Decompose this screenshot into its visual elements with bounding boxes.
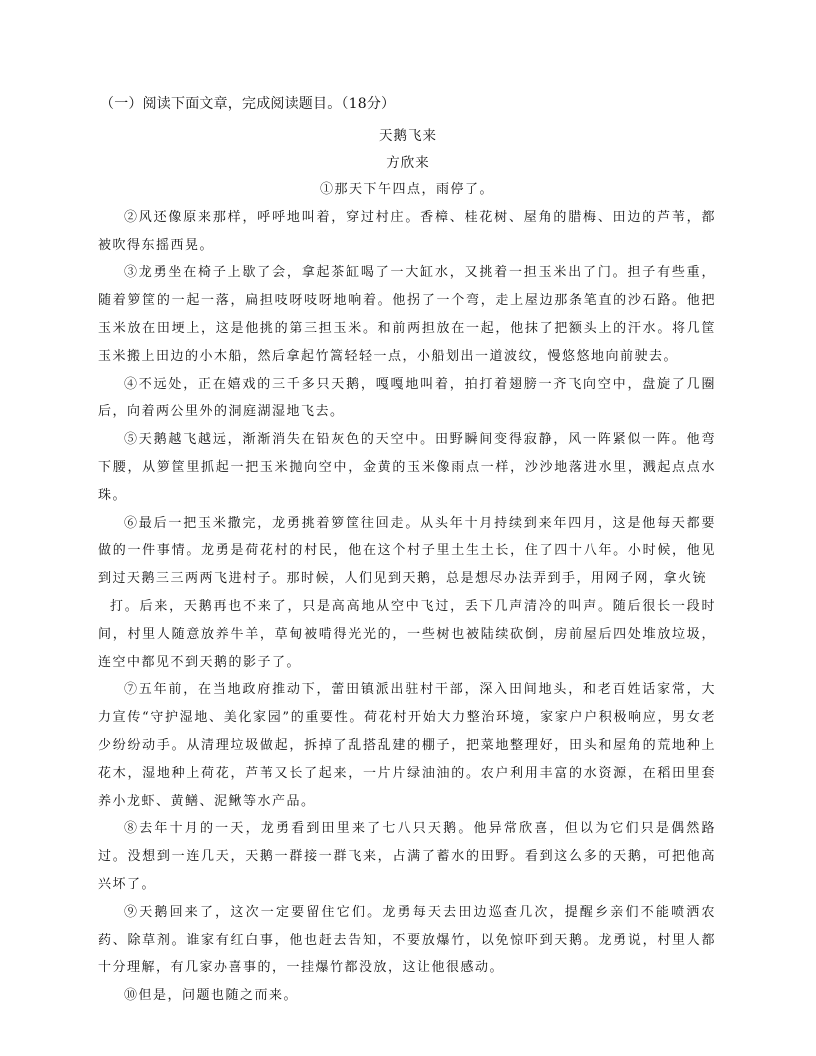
- paragraph-2: ②风还像原来那样，呼呼地叫着，穿过村庄。香樟、桂花树、屋角的腊梅、田边的芦苇，都被吹得东摇西晃。: [98, 209, 716, 253]
- paragraph-3: ③龙勇坐在椅子上歇了会，拿起茶缸喝了一大缸水，又挑着一担玉米出了门。担子有些重，随着箩筐的一起一落，扁担吱呀吱呀地响着。他拐了一个弯，走上屋边那条笔直的沙石路。他把玉米放在田埂上，这是他挑的第三担玉米。和前两担放在一起，他抹了把额头上的汗水。将几筐玉米搬上田边的小木船，然后拿起竹篙轻轻一点，小船划出一道波纹，慢悠悠地向前驶去。: [98, 265, 716, 364]
- article-title: 天鹅飞来: [379, 128, 437, 144]
- article-body: [98, 176, 716, 1010]
- paragraph-7: ⑦五年前，在当地政府推动下，蕾田镇派出驻村干部，深入田间地头，和老百姓话家常，大力宣传“守护湿地、美化家园”的重要性。荷花村开始大力整治环境，家家户户积极响应，男女老少纷纷动手。从清理垃圾做起，拆掉了乱搭乱建的棚子，把菜地整理好，田头和屋角的荒地种上花木，湿地种上荷花，芦苇又长了起来，一片片绿油油的。农户利用丰富的水资源，在稻田里套养小龙虾、黄鳝、泥鳅等水产品。: [98, 682, 716, 809]
- paragraph-1: ①那天下午四点，雨停了。: [319, 182, 494, 197]
- paragraph-6-continued: 打。后来，天鹅再也不来了，只是高高地从空中飞过，丢下几声清冷的叫声。随后很长一段时间，村里人随意放养牛羊，草甸被啃得光光的，一些树也被陆续砍倒，房前屋后四处堆放垃圾，连空中都见不到天鹅的影子了。: [98, 598, 716, 670]
- paragraph-9: ⑨天鹅回来了，这次一定要留住它们。龙勇每天去田边巡查几次，提醒乡亲们不能喷洒农药、除草剂。谁家有红白事，他也赶去告知，不要放爆竹，以免惊吓到天鹅。龙勇说，村里人都十分理解，有几家办喜事的，一挂爆竹都没放，这让他很感动。: [98, 904, 716, 976]
- paragraph-10: ⑩但是，问题也随之而来。: [124, 988, 299, 1004]
- paragraph-5: ⑤天鹅越飞越远，渐渐消失在铅灰色的天空中。田野瞬间变得寂静，风一阵紧似一阵。他弯下腰，从箩筐里抓起一把玉米抛向空中，金黄的玉米像雨点一样，沙沙地落进水里，溅起点点水珠。: [98, 432, 716, 503]
- article-author: 方欣来: [386, 155, 430, 171]
- paragraph-6: ⑥最后一把玉米撒完，龙勇挑着箩筐往回走。从头年十月持续到来年四月，这是他每天都要做的一件事情。龙勇是荷花村的村民，他在这个村子里土生土长，住了四十八年。小时候，他见到过天鹅三三两两飞进村子。那时候，人们见到天鹅，总是想尽办法弄到手，用网子网，拿火铳: [98, 515, 716, 587]
- paragraph-4: ④不远处，正在嬉戏的三千多只天鹅，嘎嘎地叫着，拍打着翅膀一齐飞向空中，盘旋了几圈后，向着两公里外的洞庭湖湿地飞去。: [98, 376, 716, 420]
- section-header: （一）阅读下面文章，完成阅读题目。（18分）: [100, 96, 396, 112]
- paragraph-8: ⑧去年十月的一天，龙勇看到田里来了七八只天鹅。他异常欣喜，但以为它们只是偶然路过。没想到一连几天，天鹅一群接一群飞来，占满了蓄水的田野。看到这么多的天鹅，可把他高兴坏了。: [98, 821, 716, 892]
